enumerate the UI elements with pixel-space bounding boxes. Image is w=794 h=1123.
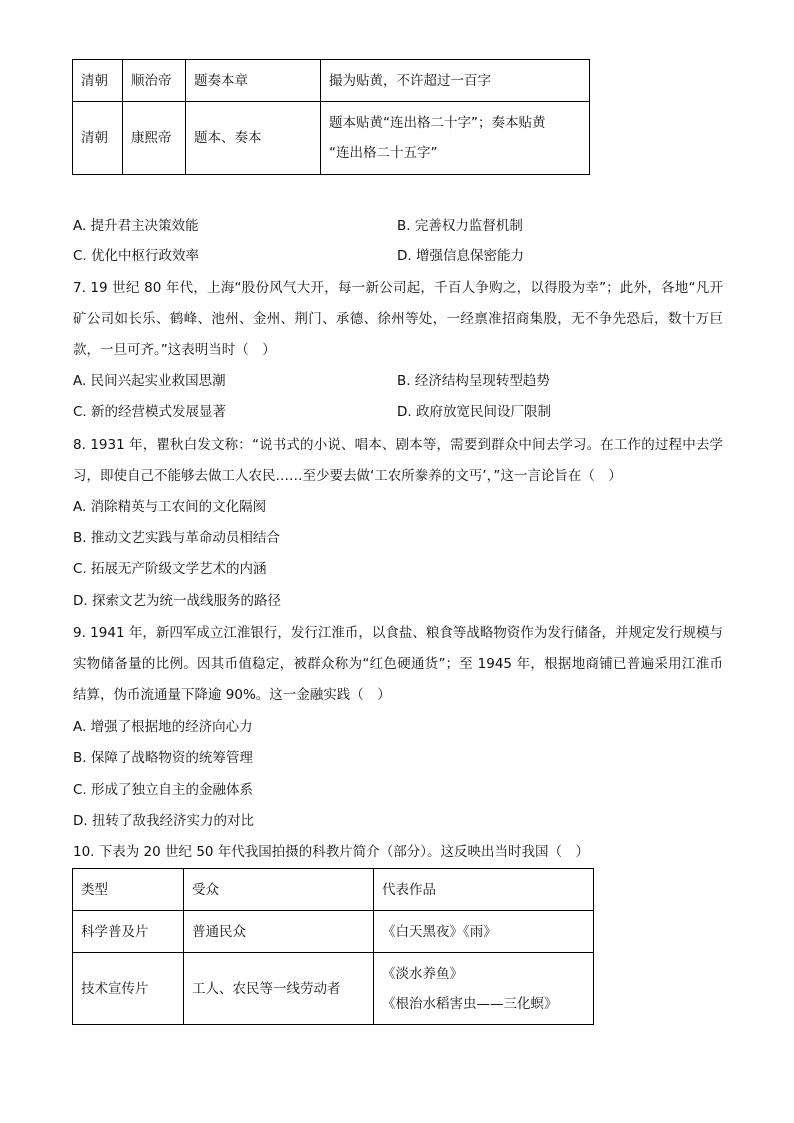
table-cell: 清朝	[73, 102, 123, 175]
table-row	[73, 911, 594, 953]
cell-line: “连出格二十五字”	[329, 145, 438, 161]
table-cell: 撮为贴黄，不许超过一百字	[321, 60, 590, 102]
q9-option-d: D. 扭转了敌我经济实力的对比	[73, 813, 254, 829]
table-cell: 技术宣传片	[73, 953, 184, 1025]
edict-table	[72, 59, 590, 175]
table-cell: 科学普及片	[73, 911, 184, 953]
q8-option-d: D. 探索文艺为统一战线服务的路径	[73, 593, 281, 609]
q6-option-d: D. 增强信息保密能力	[397, 248, 524, 264]
q7-option-c: C. 新的经营模式发展显著	[73, 404, 227, 420]
q7-option-a: A. 民间兴起实业救国思潮	[73, 373, 226, 389]
q6-option-c: C. 优化中枢行政效率	[73, 248, 200, 264]
table-header-row	[73, 869, 594, 911]
table-cell: 顺治帝	[123, 60, 186, 102]
cell-line: 《根治水稻害虫——三化螟》	[382, 995, 558, 1012]
cell-line: 《淡水养鱼》	[382, 965, 463, 982]
table-cell: 工人、农民等一线劳动者	[184, 953, 374, 1025]
q7-option-d: D. 政府放宽民间设厂限制	[397, 404, 551, 420]
q9-option-a: A. 增强了根据地的经济向心力	[73, 719, 253, 735]
table-row	[73, 953, 594, 1025]
q8-option-a: A. 消除精英与工农间的文化隔阂	[73, 499, 267, 515]
table-row	[73, 60, 590, 102]
q6-option-b: B. 完善权力监督机制	[397, 218, 523, 234]
q8-option-c: C. 拓展无产阶级文学艺术的内涵	[73, 561, 267, 577]
q8-option-b: B. 推动文艺实践与革命动员相结合	[73, 530, 280, 546]
q7-option-b: B. 经济结构呈现转型趋势	[397, 373, 550, 389]
q6-option-a: A. 提升君主决策效能	[73, 218, 199, 234]
table-cell: 清朝	[73, 60, 123, 102]
table-cell: 《白天黑夜》《雨》	[374, 911, 594, 953]
table-row	[73, 102, 590, 175]
q10-stem: 10. 下表为 20 世纪 50 年代我国拍摄的科教片简介（部分）。这反映出当时我国（ ）	[73, 844, 590, 860]
table-cell: 题奏本章	[186, 60, 321, 102]
table-header-cell: 受众	[184, 869, 374, 911]
table-cell: 普通民众	[184, 911, 374, 953]
table-cell: 康熙帝	[123, 102, 186, 175]
q9-stem: 9. 1941 年，新四军成立江淮银行，发行江淮币，以食盐、粮食等战略物资作为发行储备，并规定发行规模与实物储备量的比例。因其币值稳定，被群众称为“红色硬通货”；至 1945 年，根据地商铺已普遍采用江淮币结算，伪币流通量下降逾 90%。这一金融实践（ ）	[73, 625, 723, 703]
table-cell: 题本、奏本	[186, 102, 321, 175]
cell-line: 题本贴黄“连出格二十字”；奏本贴黄	[329, 115, 546, 131]
q8-stem: 8. 1931 年，瞿秋白发文称：“说书式的小说、唱本、剧本等，需要到群众中间去学习。在工作的过程中去学习，即使自己不能够去做工人农民……至少要去做‘工农所豢养的文丐’，”这一言论旨在（ ）	[73, 437, 723, 484]
table-header-cell: 类型	[73, 869, 184, 911]
table-cell	[374, 953, 594, 1025]
q7-stem: 7. 19 世纪 80 年代，上海“股份风气大开，每一新公司起，千百人争购之，以得股为幸”；此外，各地“凡开矿公司如长乐、鹤峰、池州、金州、荆门、承德、徐州等处，一经禀准招商集股，无不争先恐后，数十万巨款，一旦可齐。”这表明当时（ ）	[73, 280, 723, 358]
q9-option-b: B. 保障了战略物资的统筹管理	[73, 750, 253, 766]
film-table	[72, 868, 594, 1025]
q9-option-c: C. 形成了独立自主的金融体系	[73, 782, 254, 798]
table-header-cell: 代表作品	[374, 869, 594, 911]
table-cell	[321, 102, 590, 175]
